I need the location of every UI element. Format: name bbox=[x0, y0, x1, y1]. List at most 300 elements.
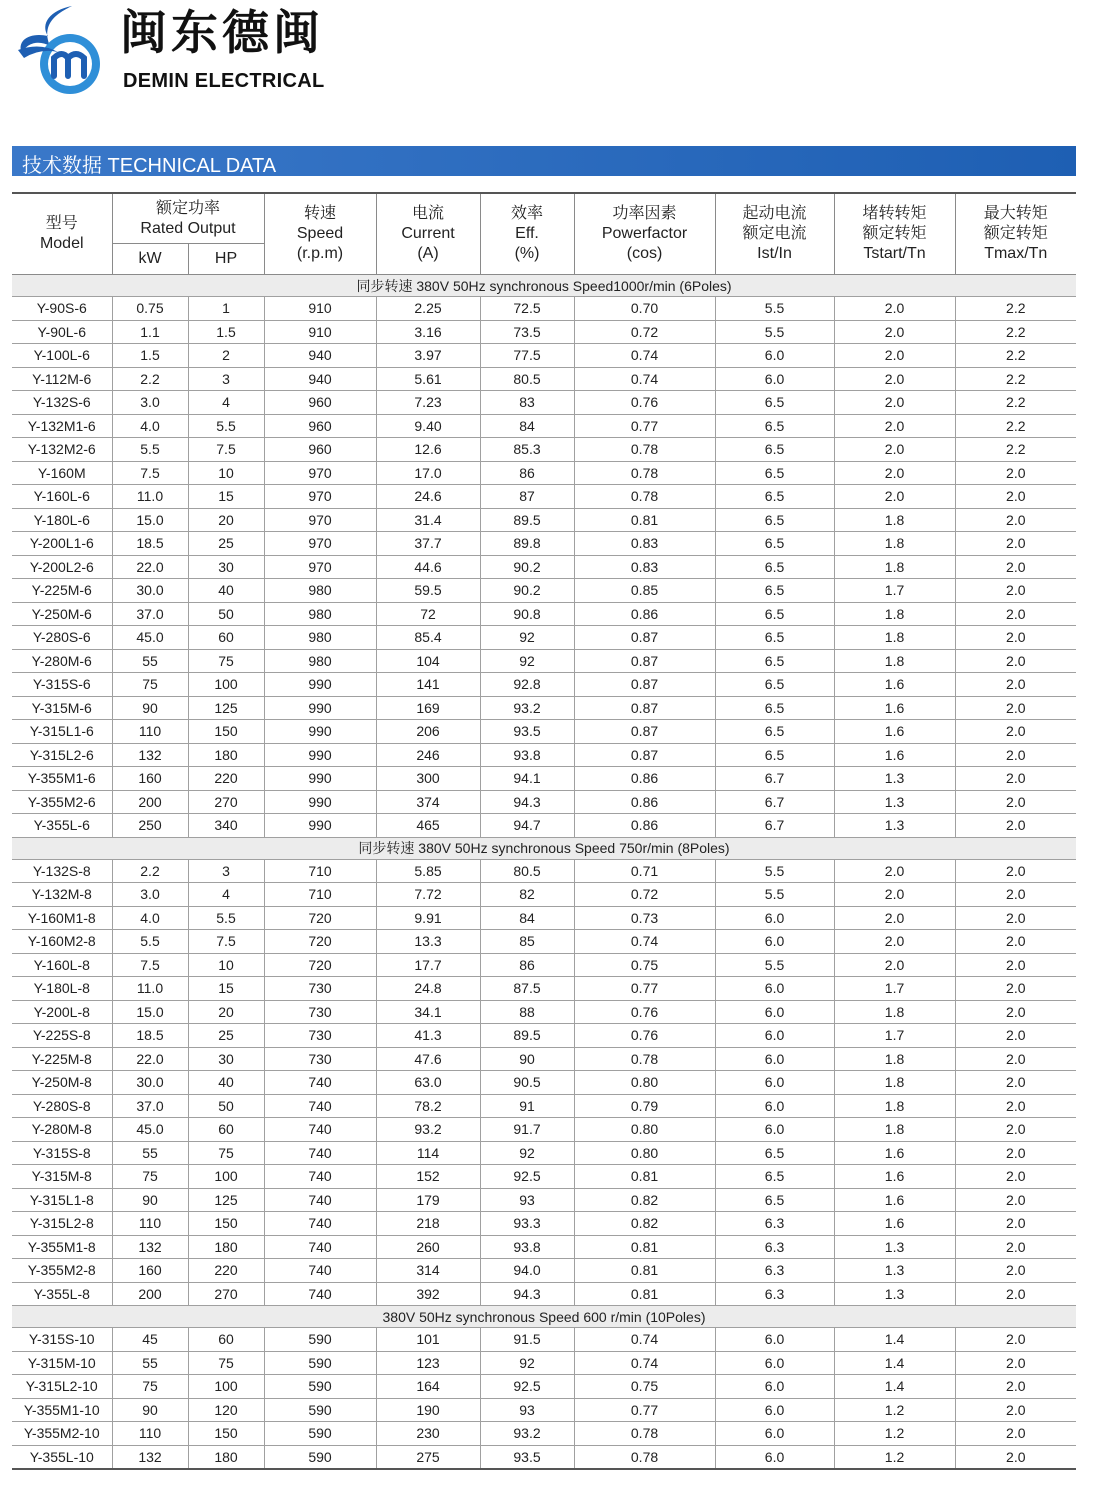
cell-ist: 6.5 bbox=[715, 414, 834, 438]
cell-speed: 720 bbox=[264, 906, 376, 930]
cell-model: Y-225M-8 bbox=[12, 1047, 112, 1071]
cell-tstart: 2.0 bbox=[834, 344, 955, 368]
cell-model: Y-280M-6 bbox=[12, 649, 112, 673]
cell-model: Y-355M1-8 bbox=[12, 1235, 112, 1259]
cell-speed: 740 bbox=[264, 1141, 376, 1165]
cell-kw: 110 bbox=[112, 720, 188, 744]
cell-eff: 91.5 bbox=[480, 1328, 574, 1352]
cell-ist: 6.0 bbox=[715, 906, 834, 930]
cell-hp: 20 bbox=[188, 508, 264, 532]
cell-pf: 0.72 bbox=[574, 320, 715, 344]
cell-tstart: 2.0 bbox=[834, 906, 955, 930]
cell-ist: 6.0 bbox=[715, 977, 834, 1001]
cell-ist: 6.5 bbox=[715, 696, 834, 720]
cell-model: Y-355L-8 bbox=[12, 1282, 112, 1306]
cell-tstart: 2.0 bbox=[834, 859, 955, 883]
cell-current: 169 bbox=[376, 696, 480, 720]
cell-eff: 93 bbox=[480, 1398, 574, 1422]
section-title: 技术数据 TECHNICAL DATA bbox=[22, 155, 277, 177]
cell-pf: 0.78 bbox=[574, 438, 715, 462]
cell-current: 34.1 bbox=[376, 1000, 480, 1024]
table-body bbox=[12, 275, 1076, 1470]
cell-kw: 3.0 bbox=[112, 391, 188, 415]
cell-hp: 220 bbox=[188, 767, 264, 791]
cell-ist: 6.5 bbox=[715, 1188, 834, 1212]
cell-tmax: 2.0 bbox=[955, 906, 1076, 930]
brand-logo bbox=[10, 2, 370, 97]
cell-pf: 0.78 bbox=[574, 485, 715, 509]
cell-hp: 25 bbox=[188, 532, 264, 556]
cell-hp: 270 bbox=[188, 1282, 264, 1306]
cell-model: Y-132S-8 bbox=[12, 859, 112, 883]
cell-model: Y-200L2-6 bbox=[12, 555, 112, 579]
cell-ist: 6.3 bbox=[715, 1212, 834, 1236]
cell-model: Y-315L2-10 bbox=[12, 1375, 112, 1399]
cell-speed: 730 bbox=[264, 1000, 376, 1024]
cell-tstart: 1.4 bbox=[834, 1375, 955, 1399]
cell-eff: 92 bbox=[480, 1351, 574, 1375]
table-row bbox=[12, 555, 1076, 579]
cell-ist: 6.5 bbox=[715, 508, 834, 532]
cell-current: 465 bbox=[376, 814, 480, 838]
cell-ist: 6.5 bbox=[715, 602, 834, 626]
cell-kw: 7.5 bbox=[112, 461, 188, 485]
cell-tmax: 2.0 bbox=[955, 1071, 1076, 1095]
cell-tstart: 1.3 bbox=[834, 1235, 955, 1259]
cell-tmax: 2.0 bbox=[955, 930, 1076, 954]
cell-hp: 125 bbox=[188, 696, 264, 720]
cell-eff: 92.8 bbox=[480, 673, 574, 697]
cell-speed: 980 bbox=[264, 626, 376, 650]
cell-tmax: 2.2 bbox=[955, 438, 1076, 462]
table-row bbox=[12, 696, 1076, 720]
cell-ist: 6.5 bbox=[715, 673, 834, 697]
cell-eff: 93.2 bbox=[480, 1422, 574, 1446]
cell-model: Y-315S-8 bbox=[12, 1141, 112, 1165]
cell-pf: 0.76 bbox=[574, 1024, 715, 1048]
cell-tstart: 1.8 bbox=[834, 1118, 955, 1142]
cell-current: 37.7 bbox=[376, 532, 480, 556]
cell-speed: 740 bbox=[264, 1282, 376, 1306]
cell-speed: 740 bbox=[264, 1259, 376, 1283]
cell-kw: 75 bbox=[112, 1165, 188, 1189]
cell-eff: 73.5 bbox=[480, 320, 574, 344]
cell-kw: 15.0 bbox=[112, 1000, 188, 1024]
cell-tmax: 2.0 bbox=[955, 743, 1076, 767]
cell-tmax: 2.0 bbox=[955, 883, 1076, 907]
cell-eff: 87.5 bbox=[480, 977, 574, 1001]
cell-hp: 40 bbox=[188, 579, 264, 603]
cell-tmax: 2.0 bbox=[955, 1259, 1076, 1283]
cell-tstart: 1.3 bbox=[834, 814, 955, 838]
cell-current: 230 bbox=[376, 1422, 480, 1446]
cell-ist: 6.5 bbox=[715, 391, 834, 415]
cell-model: Y-180L-8 bbox=[12, 977, 112, 1001]
cell-current: 9.91 bbox=[376, 906, 480, 930]
cell-current: 218 bbox=[376, 1212, 480, 1236]
cell-current: 5.61 bbox=[376, 367, 480, 391]
cell-model: Y-180L-6 bbox=[12, 508, 112, 532]
cell-tstart: 1.3 bbox=[834, 790, 955, 814]
cell-kw: 75 bbox=[112, 1375, 188, 1399]
cell-tmax: 2.2 bbox=[955, 320, 1076, 344]
cell-current: 44.6 bbox=[376, 555, 480, 579]
cell-tmax: 2.0 bbox=[955, 1398, 1076, 1422]
header-powerfactor: 功率因素 Powerfactor (cos) bbox=[574, 193, 715, 275]
cell-ist: 6.5 bbox=[715, 743, 834, 767]
cell-kw: 37.0 bbox=[112, 602, 188, 626]
cell-ist: 6.0 bbox=[715, 1071, 834, 1095]
cell-hp: 150 bbox=[188, 720, 264, 744]
cell-ist: 6.5 bbox=[715, 485, 834, 509]
cell-hp: 30 bbox=[188, 1047, 264, 1071]
cell-kw: 132 bbox=[112, 1445, 188, 1469]
cell-tmax: 2.0 bbox=[955, 1000, 1076, 1024]
cell-pf: 0.74 bbox=[574, 344, 715, 368]
cell-speed: 590 bbox=[264, 1445, 376, 1469]
cell-ist: 6.5 bbox=[715, 555, 834, 579]
group-header-row bbox=[12, 1306, 1076, 1328]
cell-tstart: 2.0 bbox=[834, 930, 955, 954]
cell-current: 17.7 bbox=[376, 953, 480, 977]
cell-current: 206 bbox=[376, 720, 480, 744]
cell-pf: 0.75 bbox=[574, 1375, 715, 1399]
cell-ist: 6.7 bbox=[715, 814, 834, 838]
cell-current: 392 bbox=[376, 1282, 480, 1306]
cell-kw: 2.2 bbox=[112, 859, 188, 883]
cell-model: Y-250M-8 bbox=[12, 1071, 112, 1095]
cell-model: Y-132M-8 bbox=[12, 883, 112, 907]
cell-pf: 0.72 bbox=[574, 883, 715, 907]
cell-ist: 6.5 bbox=[715, 649, 834, 673]
cell-pf: 0.78 bbox=[574, 1445, 715, 1469]
cell-model: Y-132S-6 bbox=[12, 391, 112, 415]
cell-kw: 37.0 bbox=[112, 1094, 188, 1118]
cell-hp: 30 bbox=[188, 555, 264, 579]
cell-current: 114 bbox=[376, 1141, 480, 1165]
cell-speed: 740 bbox=[264, 1094, 376, 1118]
cell-kw: 7.5 bbox=[112, 953, 188, 977]
cell-tmax: 2.0 bbox=[955, 508, 1076, 532]
cell-tmax: 2.0 bbox=[955, 485, 1076, 509]
cell-eff: 82 bbox=[480, 883, 574, 907]
cell-tstart: 1.6 bbox=[834, 720, 955, 744]
cell-current: 13.3 bbox=[376, 930, 480, 954]
cell-eff: 92 bbox=[480, 649, 574, 673]
cell-hp: 75 bbox=[188, 1141, 264, 1165]
cell-hp: 60 bbox=[188, 1328, 264, 1352]
cell-ist: 6.7 bbox=[715, 790, 834, 814]
table-row bbox=[12, 1445, 1076, 1469]
cell-tstart: 2.0 bbox=[834, 953, 955, 977]
cell-current: 260 bbox=[376, 1235, 480, 1259]
cell-hp: 60 bbox=[188, 626, 264, 650]
cell-pf: 0.77 bbox=[574, 977, 715, 1001]
cell-current: 24.8 bbox=[376, 977, 480, 1001]
table-row bbox=[12, 1422, 1076, 1446]
table-row bbox=[12, 1398, 1076, 1422]
cell-model: Y-355M1-6 bbox=[12, 767, 112, 791]
cell-current: 41.3 bbox=[376, 1024, 480, 1048]
cell-model: Y-160L-6 bbox=[12, 485, 112, 509]
cell-tmax: 2.0 bbox=[955, 1235, 1076, 1259]
cell-ist: 6.0 bbox=[715, 1047, 834, 1071]
cell-speed: 940 bbox=[264, 367, 376, 391]
cell-ist: 6.5 bbox=[715, 438, 834, 462]
section-header-bar bbox=[12, 146, 1076, 176]
cell-tmax: 2.0 bbox=[955, 1422, 1076, 1446]
table-row bbox=[12, 790, 1076, 814]
cell-ist: 6.0 bbox=[715, 1094, 834, 1118]
cell-model: Y-355L-6 bbox=[12, 814, 112, 838]
cell-ist: 5.5 bbox=[715, 883, 834, 907]
cell-speed: 590 bbox=[264, 1398, 376, 1422]
cell-ist: 6.0 bbox=[715, 344, 834, 368]
cell-eff: 90.2 bbox=[480, 555, 574, 579]
cell-speed: 990 bbox=[264, 814, 376, 838]
table-row bbox=[12, 391, 1076, 415]
cell-eff: 91.7 bbox=[480, 1118, 574, 1142]
cell-hp: 100 bbox=[188, 673, 264, 697]
cell-current: 164 bbox=[376, 1375, 480, 1399]
cell-model: Y-160M1-8 bbox=[12, 906, 112, 930]
cell-pf: 0.80 bbox=[574, 1118, 715, 1142]
cell-hp: 15 bbox=[188, 977, 264, 1001]
cell-eff: 87 bbox=[480, 485, 574, 509]
table-row bbox=[12, 953, 1076, 977]
cell-model: Y-315L2-6 bbox=[12, 743, 112, 767]
cell-speed: 720 bbox=[264, 930, 376, 954]
cell-tstart: 1.3 bbox=[834, 1259, 955, 1283]
cell-pf: 0.73 bbox=[574, 906, 715, 930]
cell-tstart: 1.8 bbox=[834, 1071, 955, 1095]
cell-current: 141 bbox=[376, 673, 480, 697]
cell-speed: 960 bbox=[264, 438, 376, 462]
cell-tmax: 2.0 bbox=[955, 673, 1076, 697]
table-row bbox=[12, 485, 1076, 509]
cell-speed: 990 bbox=[264, 790, 376, 814]
cell-speed: 710 bbox=[264, 859, 376, 883]
cell-speed: 590 bbox=[264, 1375, 376, 1399]
cell-eff: 77.5 bbox=[480, 344, 574, 368]
cell-kw: 18.5 bbox=[112, 532, 188, 556]
cell-speed: 970 bbox=[264, 508, 376, 532]
cell-eff: 94.3 bbox=[480, 790, 574, 814]
cell-tmax: 2.0 bbox=[955, 1024, 1076, 1048]
cell-current: 85.4 bbox=[376, 626, 480, 650]
cell-speed: 740 bbox=[264, 1118, 376, 1142]
cell-tmax: 2.0 bbox=[955, 1212, 1076, 1236]
logo-chinese-name: 闽东德闽 bbox=[120, 6, 324, 61]
cell-tmax: 2.0 bbox=[955, 977, 1076, 1001]
cell-eff: 92 bbox=[480, 1141, 574, 1165]
cell-hp: 20 bbox=[188, 1000, 264, 1024]
cell-tmax: 2.2 bbox=[955, 367, 1076, 391]
header-hp: HP bbox=[188, 244, 264, 275]
cell-speed: 730 bbox=[264, 977, 376, 1001]
cell-model: Y-90L-6 bbox=[12, 320, 112, 344]
table-row bbox=[12, 602, 1076, 626]
cell-ist: 5.5 bbox=[715, 859, 834, 883]
cell-tmax: 2.2 bbox=[955, 414, 1076, 438]
cell-tstart: 1.4 bbox=[834, 1351, 955, 1375]
cell-pf: 0.80 bbox=[574, 1071, 715, 1095]
cell-tmax: 2.0 bbox=[955, 790, 1076, 814]
cell-tmax: 2.0 bbox=[955, 1188, 1076, 1212]
cell-eff: 89.5 bbox=[480, 508, 574, 532]
cell-tmax: 2.0 bbox=[955, 532, 1076, 556]
cell-tstart: 1.6 bbox=[834, 1141, 955, 1165]
cell-current: 246 bbox=[376, 743, 480, 767]
cell-speed: 970 bbox=[264, 461, 376, 485]
cell-speed: 730 bbox=[264, 1024, 376, 1048]
cell-kw: 55 bbox=[112, 649, 188, 673]
cell-tstart: 1.8 bbox=[834, 555, 955, 579]
cell-hp: 120 bbox=[188, 1398, 264, 1422]
cell-eff: 72.5 bbox=[480, 297, 574, 321]
cell-tstart: 1.6 bbox=[834, 1188, 955, 1212]
cell-model: Y-225S-8 bbox=[12, 1024, 112, 1048]
cell-eff: 93.3 bbox=[480, 1212, 574, 1236]
cell-hp: 125 bbox=[188, 1188, 264, 1212]
cell-ist: 6.5 bbox=[715, 720, 834, 744]
group-title: 同步转速 380V 50Hz synchronous Speed 750r/min (8Poles) bbox=[12, 837, 1076, 859]
cell-tstart: 1.8 bbox=[834, 508, 955, 532]
cell-model: Y-225M-6 bbox=[12, 579, 112, 603]
cell-pf: 0.74 bbox=[574, 930, 715, 954]
cell-eff: 84 bbox=[480, 906, 574, 930]
cell-kw: 15.0 bbox=[112, 508, 188, 532]
cell-hp: 7.5 bbox=[188, 930, 264, 954]
cell-pf: 0.75 bbox=[574, 953, 715, 977]
cell-tstart: 1.8 bbox=[834, 532, 955, 556]
cell-hp: 150 bbox=[188, 1212, 264, 1236]
cell-eff: 93.5 bbox=[480, 720, 574, 744]
cell-tstart: 1.8 bbox=[834, 649, 955, 673]
cell-eff: 93 bbox=[480, 1188, 574, 1212]
table-row bbox=[12, 1212, 1076, 1236]
table-row bbox=[12, 649, 1076, 673]
cell-current: 12.6 bbox=[376, 438, 480, 462]
cell-ist: 6.0 bbox=[715, 1422, 834, 1446]
cell-eff: 85 bbox=[480, 930, 574, 954]
cell-hp: 5.5 bbox=[188, 906, 264, 930]
cell-ist: 6.3 bbox=[715, 1235, 834, 1259]
cell-kw: 5.5 bbox=[112, 930, 188, 954]
cell-tstart: 1.6 bbox=[834, 673, 955, 697]
cell-eff: 86 bbox=[480, 953, 574, 977]
cell-speed: 990 bbox=[264, 673, 376, 697]
table-row bbox=[12, 1141, 1076, 1165]
cell-current: 314 bbox=[376, 1259, 480, 1283]
table-row bbox=[12, 367, 1076, 391]
table-row bbox=[12, 1118, 1076, 1142]
cell-current: 3.97 bbox=[376, 344, 480, 368]
cell-pf: 0.87 bbox=[574, 626, 715, 650]
cell-kw: 4.0 bbox=[112, 906, 188, 930]
cell-tstart: 1.7 bbox=[834, 579, 955, 603]
cell-tmax: 2.0 bbox=[955, 953, 1076, 977]
cell-kw: 22.0 bbox=[112, 1047, 188, 1071]
cell-eff: 94.0 bbox=[480, 1259, 574, 1283]
cell-model: Y-200L1-6 bbox=[12, 532, 112, 556]
cell-tstart: 2.0 bbox=[834, 297, 955, 321]
cell-speed: 980 bbox=[264, 579, 376, 603]
table-row bbox=[12, 508, 1076, 532]
table-row bbox=[12, 297, 1076, 321]
header-current: 电流 Current (A) bbox=[376, 193, 480, 275]
cell-ist: 6.5 bbox=[715, 532, 834, 556]
cell-hp: 25 bbox=[188, 1024, 264, 1048]
cell-kw: 132 bbox=[112, 1235, 188, 1259]
cell-kw: 5.5 bbox=[112, 438, 188, 462]
cell-eff: 86 bbox=[480, 461, 574, 485]
cell-tstart: 1.6 bbox=[834, 1212, 955, 1236]
cell-model: Y-355M1-10 bbox=[12, 1398, 112, 1422]
cell-pf: 0.78 bbox=[574, 1422, 715, 1446]
cell-pf: 0.78 bbox=[574, 1047, 715, 1071]
cell-model: Y-132M2-6 bbox=[12, 438, 112, 462]
table-row bbox=[12, 1000, 1076, 1024]
cell-kw: 45.0 bbox=[112, 626, 188, 650]
cell-current: 93.2 bbox=[376, 1118, 480, 1142]
table-row bbox=[12, 1351, 1076, 1375]
cell-current: 190 bbox=[376, 1398, 480, 1422]
cell-eff: 84 bbox=[480, 414, 574, 438]
cell-kw: 250 bbox=[112, 814, 188, 838]
cell-hp: 150 bbox=[188, 1422, 264, 1446]
cell-current: 152 bbox=[376, 1165, 480, 1189]
cell-kw: 30.0 bbox=[112, 579, 188, 603]
cell-tstart: 1.3 bbox=[834, 767, 955, 791]
cell-speed: 730 bbox=[264, 1047, 376, 1071]
cell-tstart: 1.4 bbox=[834, 1328, 955, 1352]
table-row bbox=[12, 1328, 1076, 1352]
cell-eff: 93.8 bbox=[480, 743, 574, 767]
cell-hp: 270 bbox=[188, 790, 264, 814]
cell-kw: 4.0 bbox=[112, 414, 188, 438]
cell-model: Y-315S-6 bbox=[12, 673, 112, 697]
table-row bbox=[12, 767, 1076, 791]
table-row bbox=[12, 461, 1076, 485]
cell-hp: 1.5 bbox=[188, 320, 264, 344]
header-kw: kW bbox=[112, 244, 188, 275]
cell-model: Y-160M bbox=[12, 461, 112, 485]
cell-speed: 710 bbox=[264, 883, 376, 907]
header-locked-torque-ratio: 堵转转矩 额定转矩 Tstart/Tn bbox=[834, 193, 955, 275]
header-max-torque-ratio: 最大转矩 额定转矩 Tmax/Tn bbox=[955, 193, 1076, 275]
header-model: 型号 Model bbox=[12, 193, 112, 275]
cell-kw: 22.0 bbox=[112, 555, 188, 579]
table-row bbox=[12, 414, 1076, 438]
cell-current: 275 bbox=[376, 1445, 480, 1469]
cell-current: 72 bbox=[376, 602, 480, 626]
cell-speed: 990 bbox=[264, 767, 376, 791]
cell-model: Y-280S-8 bbox=[12, 1094, 112, 1118]
cell-model: Y-355M2-6 bbox=[12, 790, 112, 814]
cell-speed: 590 bbox=[264, 1422, 376, 1446]
cell-tstart: 1.8 bbox=[834, 1047, 955, 1071]
table-row bbox=[12, 1282, 1076, 1306]
table-row bbox=[12, 1165, 1076, 1189]
cell-current: 9.40 bbox=[376, 414, 480, 438]
technical-data-table-container bbox=[12, 192, 1076, 1470]
table-row bbox=[12, 1235, 1076, 1259]
cell-pf: 0.81 bbox=[574, 1282, 715, 1306]
cell-ist: 6.0 bbox=[715, 930, 834, 954]
cell-eff: 93.8 bbox=[480, 1235, 574, 1259]
cell-current: 3.16 bbox=[376, 320, 480, 344]
